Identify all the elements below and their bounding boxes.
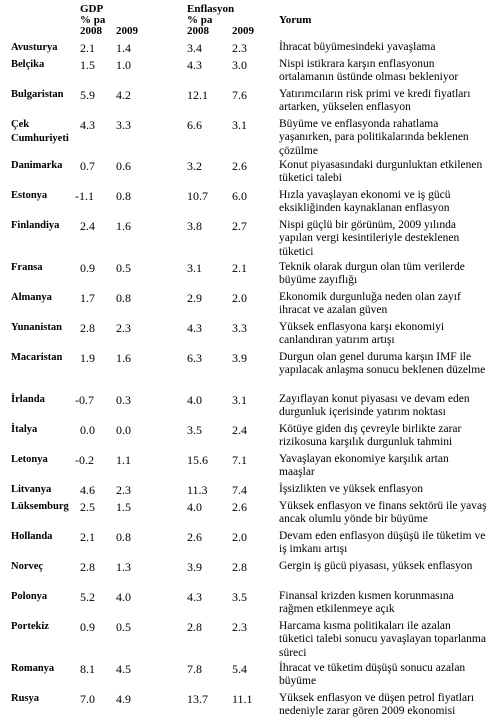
inflation-2008-value: 2.8 xyxy=(187,620,202,634)
gdp-2009-value: 0.8 xyxy=(116,530,131,544)
gdp-2009-value: 0.3 xyxy=(116,393,131,407)
gdp-2009-value: 1.1 xyxy=(116,453,131,467)
inflation-2008-value: 11.3 xyxy=(187,483,208,497)
comment-text: İhracat büyümesindeki yavaşlama xyxy=(279,41,436,53)
country-name: Yunanistan xyxy=(11,322,62,333)
inflation-2009-value: 2.6 xyxy=(232,500,247,514)
inflation-header-unit: % pa xyxy=(187,14,213,26)
country-name: Belçika xyxy=(11,59,45,70)
gdp-2008-value: 0.0 xyxy=(80,423,95,437)
country-name: Bulgaristan xyxy=(11,89,64,100)
country-name: İrlanda xyxy=(11,394,45,405)
inflation-2008-value: 6.6 xyxy=(187,118,202,132)
country-name: Almanya xyxy=(11,292,52,303)
country-name: Letonya xyxy=(11,454,48,465)
inflation-2009-value: 2.0 xyxy=(232,530,247,544)
inflation-header-2008: 2008 xyxy=(187,25,209,37)
gdp-2009-value: 4.9 xyxy=(116,692,131,706)
inflation-2009-value: 2.0 xyxy=(232,291,247,305)
inflation-2008-value: 4.0 xyxy=(187,393,202,407)
gdp-2009-header xyxy=(116,26,138,37)
inflation-2009-value: 5.4 xyxy=(232,662,247,676)
inflation-2009-value: 3.3 xyxy=(232,321,247,335)
inflation-2008-value: 3.9 xyxy=(187,560,202,574)
inflation-header-label: Enflasyon xyxy=(187,3,235,15)
country-name: Litvanya xyxy=(11,484,52,495)
comment-text: Yavaşlayan ekonomiye karşılık artan maaşlar xyxy=(279,453,449,479)
inflation-2008-value: 3.5 xyxy=(187,423,202,437)
comment-text: Durgun olan genel duruma karşın IMF ile yapılacak anlaşma sonucu beklenen düzelme xyxy=(279,351,486,377)
comment-text: Yüksek enflasyon ve finans sektörü ile yavaş ancak olumlu yönde bir büyüme xyxy=(279,500,487,526)
country-name: Rusya xyxy=(11,693,40,704)
gdp-header-2008: 2008 xyxy=(80,25,102,37)
inflation-2008-value: 3.2 xyxy=(187,159,202,173)
gdp-2008-value: 1.7 xyxy=(80,291,95,305)
gdp-2009-value: 1.6 xyxy=(116,219,131,233)
gdp-2009-value: 2.3 xyxy=(116,483,131,497)
gdp-2009-value: 1.6 xyxy=(116,351,131,365)
inflation-2009-header xyxy=(232,26,254,37)
gdp-2009-value: 0.6 xyxy=(116,159,131,173)
inflation-header xyxy=(187,4,234,37)
inflation-2009-value: 7.4 xyxy=(232,483,247,497)
comment-text: Yüksek enflasyona karşı ekonomiyi canlandıran yatırım artışı xyxy=(279,321,445,347)
gdp-2009-value: 1.4 xyxy=(116,41,131,55)
gdp-2008-value: 2.8 xyxy=(80,321,95,335)
country-name: Polonya xyxy=(11,591,48,602)
gdp-2009-value: 1.5 xyxy=(116,500,131,514)
gdp-2008-value: 0.9 xyxy=(80,620,95,634)
comment-text: Zayıflayan konut piyasası ve devam eden durgunluk içerisinde yatırım noktası xyxy=(279,393,470,419)
inflation-2009-value: 3.0 xyxy=(232,58,247,72)
inflation-2009-value: 2.8 xyxy=(232,560,247,574)
comment-text: Finansal krizden kısmen korunmasına rağmen etkilenmeye açık xyxy=(279,590,454,616)
inflation-2009-value: 3.1 xyxy=(232,118,247,132)
inflation-2008-value: 12.1 xyxy=(187,88,208,102)
inflation-2009-value: 3.1 xyxy=(232,393,247,407)
comment-text: İhracat ve tüketim düşüşü sonucu azalan büyüme xyxy=(279,662,466,688)
gdp-2008-value: 5.9 xyxy=(80,88,95,102)
inflation-2008-value: 2.9 xyxy=(187,291,202,305)
gdp-2009-value: 0.5 xyxy=(116,620,131,634)
comment-text: Yüksek enflasyon ve düşen petrol fiyatları nedeniyle zarar gören 2009 ekonomisi xyxy=(279,692,475,718)
inflation-2009-value: 3.5 xyxy=(232,590,247,604)
country-name: Portekiz xyxy=(11,621,49,632)
inflation-2008-value: 4.0 xyxy=(187,500,202,514)
gdp-2008-value: 0.9 xyxy=(80,261,95,275)
inflation-2008-value: 6.3 xyxy=(187,351,202,365)
gdp-2009-value: 0.8 xyxy=(116,291,131,305)
comment-text: Kötüye giden dış çevreyle birlikte zarar rizikosuna karşılık durgunluk tahmini xyxy=(279,423,462,449)
comment-text: Hızla yavaşlayan ekonomi ve iş gücü eksikliğinden kaynaklanan enflasyon xyxy=(279,189,451,215)
gdp-2009-value: 2.3 xyxy=(116,321,131,335)
gdp-2008-value: 7.0 xyxy=(80,692,95,706)
gdp-2009-value: 1.0 xyxy=(116,58,131,72)
gdp-2008-value: 1.9 xyxy=(80,351,95,365)
comment-header-label: Yorum xyxy=(279,14,312,26)
comment-text: İşsizlikten ve yüksek enflasyon xyxy=(279,483,424,495)
gdp-header-unit: % pa xyxy=(80,14,106,26)
comment-text: Gergin iş gücü piyasası, yüksek enflasyon xyxy=(279,560,473,572)
gdp-2009-value: 4.5 xyxy=(116,662,131,676)
gdp-2008-value: -1.1 xyxy=(75,189,94,203)
inflation-2009-value: 2.4 xyxy=(232,423,247,437)
inflation-2008-value: 4.3 xyxy=(187,590,202,604)
inflation-2008-value: 13.7 xyxy=(187,692,208,706)
comment-text: Konut piyasasındaki durgunluktan etkilenen tüketici talebi xyxy=(279,159,483,185)
country-name: Fransa xyxy=(11,262,43,273)
inflation-2009-value: 7.6 xyxy=(232,88,247,102)
gdp-2009-value: 0.5 xyxy=(116,261,131,275)
gdp-2008-value: -0.7 xyxy=(75,393,94,407)
inflation-2008-value: 3.4 xyxy=(187,41,202,55)
inflation-2009-value: 7.1 xyxy=(232,453,247,467)
inflation-header-2009: 2009 xyxy=(232,25,254,37)
gdp-2009-value: 0.0 xyxy=(116,423,131,437)
gdp-header-label: GDP xyxy=(80,3,104,15)
gdp-2009-value: 1.3 xyxy=(116,560,131,574)
comment-text: Nispi istikrara karşın enflasyonun ortalamanın üstünde olması bekleniyor xyxy=(279,58,459,84)
country-name: Avusturya xyxy=(11,42,58,53)
comment-header xyxy=(279,15,311,26)
gdp-header-2009: 2009 xyxy=(116,25,138,37)
inflation-2008-value: 3.1 xyxy=(187,261,202,275)
inflation-2008-value: 15.6 xyxy=(187,453,208,467)
country-name: Danimarka xyxy=(11,160,63,171)
country-name: Norveç xyxy=(11,561,44,572)
comment-text: Yatırımcıların risk primi ve kredi fiyatları artarken, yükselen enflasyon xyxy=(279,88,471,114)
inflation-2009-value: 11.1 xyxy=(232,692,253,706)
gdp-2008-value: 2.1 xyxy=(80,530,95,544)
country-name: Lüksemburg xyxy=(11,501,69,512)
gdp-2009-value: 3.3 xyxy=(116,118,131,132)
gdp-2008-value: 1.5 xyxy=(80,58,95,72)
inflation-2008-value: 4.3 xyxy=(187,321,202,335)
gdp-header xyxy=(80,4,105,37)
gdp-2008-value: -0.2 xyxy=(75,453,94,467)
country-name: Macaristan xyxy=(11,352,63,363)
gdp-2008-value: 0.7 xyxy=(80,159,95,173)
comment-text: Devam eden enflasyon düşüşü ile tüketim ve iş imkanı artışı xyxy=(279,530,486,556)
inflation-2008-value: 4.3 xyxy=(187,58,202,72)
inflation-2008-value: 7.8 xyxy=(187,662,202,676)
inflation-2009-value: 3.9 xyxy=(232,351,247,365)
country-name: Finlandiya xyxy=(11,220,60,231)
country-name: Çek Cumhuriyeti xyxy=(11,119,69,144)
country-name: Estonya xyxy=(11,190,48,201)
gdp-2008-value: 5.2 xyxy=(80,590,95,604)
gdp-2008-value: 2.5 xyxy=(80,500,95,514)
inflation-2009-value: 2.1 xyxy=(232,261,247,275)
country-name: İtalya xyxy=(11,424,38,435)
gdp-2008-value: 4.6 xyxy=(80,483,95,497)
gdp-2008-value: 2.4 xyxy=(80,219,95,233)
gdp-2008-value: 2.8 xyxy=(80,560,95,574)
inflation-2009-value: 6.0 xyxy=(232,189,247,203)
comment-text: Ekonomik durgunluğa neden olan zayıf ihracat ve azalan güven xyxy=(279,291,461,317)
inflation-2009-value: 2.3 xyxy=(232,41,247,55)
inflation-2008-value: 3.8 xyxy=(187,219,202,233)
inflation-2009-value: 2.3 xyxy=(232,620,247,634)
comment-text: Büyüme ve enflasyonda rahatlama yaşanırken, para politikalarında beklenen çözülme xyxy=(279,118,469,157)
gdp-2008-value: 8.1 xyxy=(80,662,95,676)
gdp-2008-value: 4.3 xyxy=(80,118,95,132)
gdp-2009-value: 4.0 xyxy=(116,590,131,604)
comment-text: Teknik olarak durgun olan tüm verilerde büyüme zayıflığı xyxy=(279,261,465,287)
gdp-2009-value: 0.8 xyxy=(116,189,131,203)
country-name: Romanya xyxy=(11,663,55,674)
inflation-2008-value: 10.7 xyxy=(187,189,208,203)
country-name: Hollanda xyxy=(11,531,53,542)
inflation-2009-value: 2.7 xyxy=(232,219,247,233)
comment-text: Nispi güçlü bir görünüm, 2009 yılında yapılan vergi kesintileriyle desteklenen tüketici xyxy=(279,219,460,258)
inflation-2009-value: 2.6 xyxy=(232,159,247,173)
comment-text: Harcama kısma politikaları ile azalan tüketici talebi sonucu yavaşlayan toparlanma süreci xyxy=(279,620,486,659)
gdp-2008-value: 2.1 xyxy=(80,41,95,55)
gdp-2009-value: 4.2 xyxy=(116,88,131,102)
inflation-2008-value: 2.6 xyxy=(187,530,202,544)
